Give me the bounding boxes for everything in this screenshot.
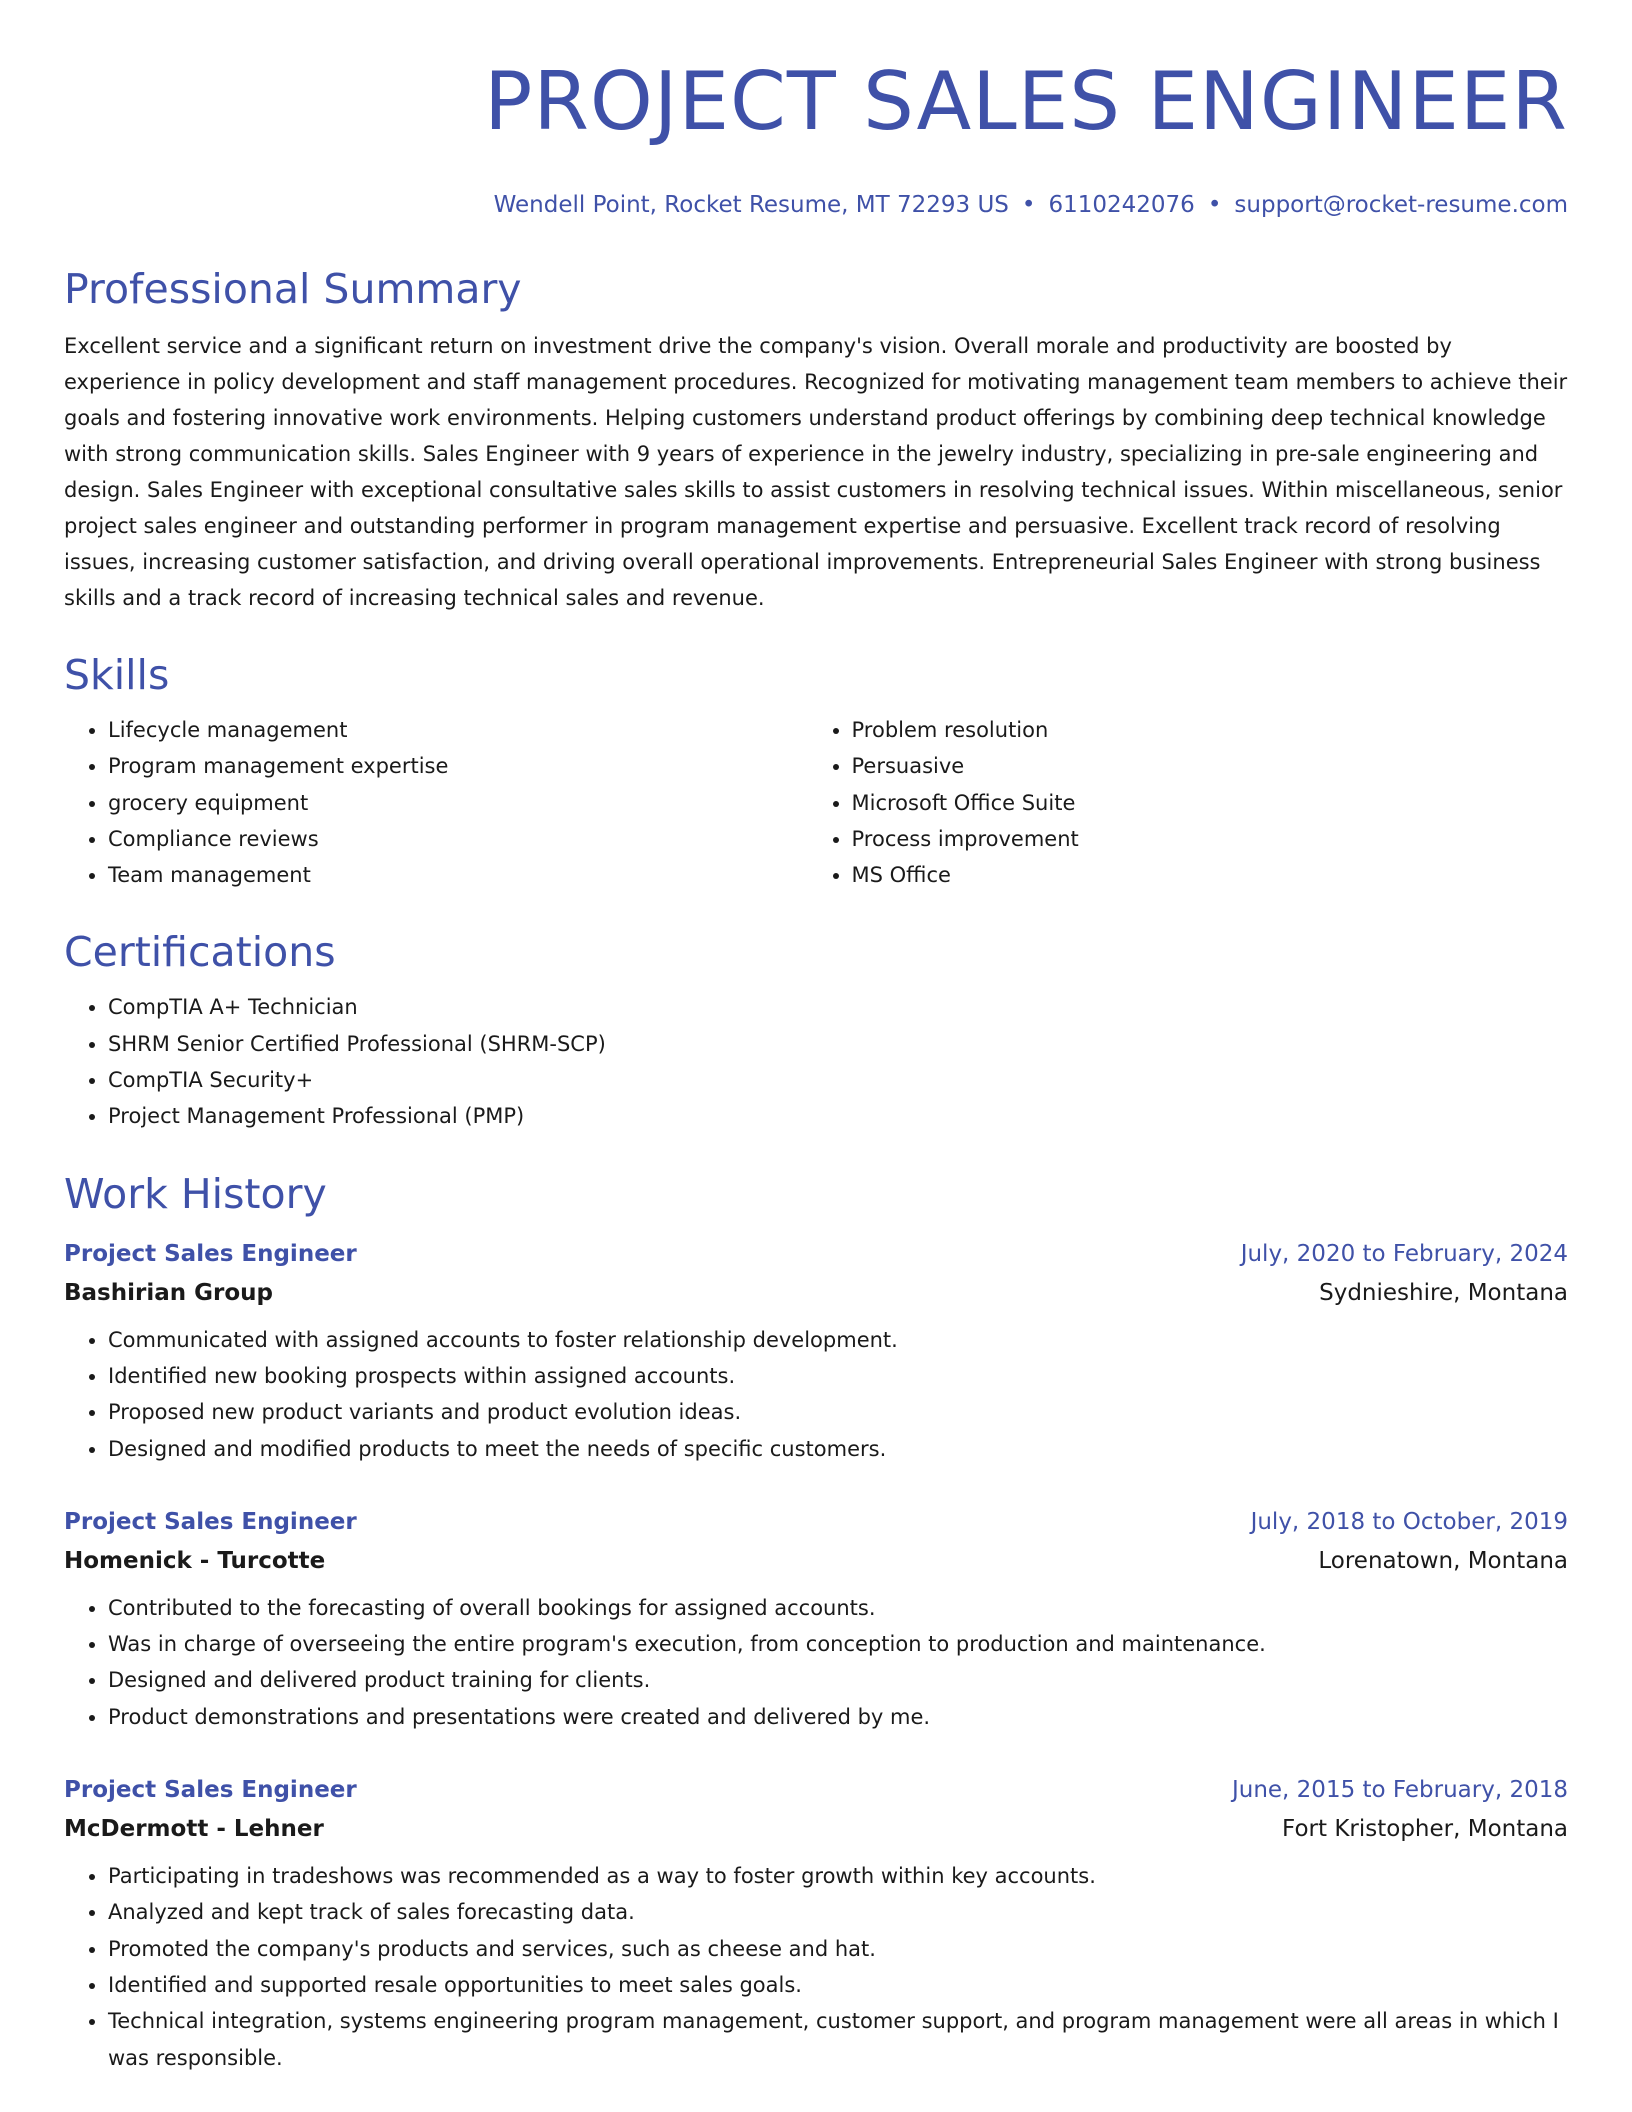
- job-company: Homenick - Turcotte: [64, 1547, 326, 1574]
- job-subheader: [64, 1537, 1568, 1576]
- job-bullets: [64, 1858, 1568, 2076]
- job-location: Lorenatown, Montana: [1318, 1547, 1568, 1574]
- job-bullet: • Analyzed and kept track of sales forecasting data.: [108, 1894, 1568, 1930]
- certification-item: • CompTIA A+ Technician: [108, 989, 1568, 1025]
- skills-heading: Skills: [64, 651, 170, 699]
- job-bullets: [64, 1590, 1568, 1735]
- resume-title: PROJECT SALES ENGINEER: [484, 55, 1568, 148]
- skill-item: • Process improvement: [852, 821, 1568, 857]
- job-dates: July, 2020 to February, 2024: [1240, 1240, 1568, 1267]
- certifications-heading: Certifications: [64, 928, 336, 977]
- job-header: [64, 1507, 1568, 1537]
- job-entry: [64, 1507, 1568, 1735]
- job-bullet: • Product demonstrations and presentations were created and delivered by me.: [108, 1699, 1568, 1735]
- job-title: Project Sales Engineer: [64, 1508, 357, 1535]
- certification-item: • SHRM Senior Certified Professional (SHRM-SCP): [108, 1026, 1568, 1062]
- job-dates: July, 2018 to October, 2019: [1250, 1508, 1568, 1535]
- skill-item: • Compliance reviews: [108, 821, 808, 857]
- job-company: McDermott - Lehner: [64, 1816, 324, 1843]
- summary-text: Excellent service and a significant return on investment drive the company's vision. Overall morale and productivity are boosted by experience in policy development and staff management procedures. Recognized for motivating management team members to achieve their goals and fostering innovative work environments. Helping customers understand product offerings by combining deep technical knowledge with strong communication skills. Sales Engineer with 9 years of experience in the jewelry industry, specializing in pre-sale engineering and design. Sales Engineer with exceptional consultative sales skills to assist customers in resolving technical issues. Within miscellaneous, senior project sales engineer and outstanding performer in program management expertise and persuasive. Excellent track record of resolving issues, increasing customer satisfaction, and driving overall operational improvements. Entrepreneurial Sales Engineer with strong business skills and a track record of increasing technical sales and revenue.: [64, 334, 1568, 610]
- skill-item: • Team management: [108, 857, 808, 893]
- summary-heading: Professional Summary: [64, 265, 522, 313]
- contact-separator: •: [1207, 192, 1222, 218]
- job-bullet: • Was in charge of overseeing the entire program's execution, from conception to production and maintenance.: [108, 1626, 1568, 1662]
- job-bullet: • Contributed to the forecasting of overall bookings for assigned accounts.: [108, 1590, 1568, 1626]
- job-company: Bashirian Group: [64, 1279, 273, 1306]
- job-bullet: • Promoted the company's products and services, such as cheese and hat.: [108, 1931, 1568, 1967]
- job-entry: [64, 1775, 1568, 2076]
- skills-list: [64, 712, 1568, 893]
- work-history-heading: Work History: [64, 1169, 327, 1218]
- job-subheader: [64, 1805, 1568, 1844]
- skills-column-right: [808, 712, 1568, 893]
- job-title: Project Sales Engineer: [64, 1777, 357, 1804]
- skill-item: • Microsoft Office Suite: [852, 785, 1568, 821]
- certification-item: • Project Management Professional (PMP): [108, 1098, 1568, 1134]
- contact-phone: 6110242076: [1048, 192, 1195, 218]
- skill-item: • grocery equipment: [108, 785, 808, 821]
- job-header: [64, 1775, 1568, 1805]
- certification-item: • CompTIA Security+: [108, 1062, 1568, 1098]
- job-bullet: • Designed and modified products to meet the needs of specific customers.: [108, 1431, 1568, 1467]
- skills-column-left: [64, 712, 808, 893]
- job-bullet: • Designed and delivered product training for clients.: [108, 1662, 1568, 1698]
- job-bullet: • Technical integration, systems engineering program management, customer support, and program management were all areas in which I was responsible.: [108, 2003, 1568, 2076]
- skill-item: • Persuasive: [852, 748, 1568, 784]
- contact-address: Wendell Point, Rocket Resume, MT 72293 US: [493, 192, 1009, 218]
- skill-item: • Program management expertise: [108, 748, 808, 784]
- job-bullet: • Proposed new product variants and product evolution ideas.: [108, 1394, 1568, 1430]
- job-header: [64, 1239, 1568, 1269]
- certifications-list: [64, 989, 1568, 1134]
- job-bullet: • Identified new booking prospects within assigned accounts.: [108, 1358, 1568, 1394]
- contact-line: [64, 190, 1568, 220]
- job-title: Project Sales Engineer: [64, 1240, 357, 1267]
- job-bullets: [64, 1322, 1568, 1467]
- job-bullet: • Identified and supported resale opportunities to meet sales goals.: [108, 1967, 1568, 2003]
- job-location: Fort Kristopher, Montana: [1282, 1816, 1568, 1843]
- job-entry: [64, 1239, 1568, 1467]
- job-location: Sydnieshire, Montana: [1319, 1279, 1568, 1306]
- skill-item: • MS Office: [852, 857, 1568, 893]
- job-dates: June, 2015 to February, 2018: [1231, 1777, 1568, 1804]
- job-subheader: [64, 1269, 1568, 1308]
- contact-separator: •: [1021, 192, 1036, 218]
- job-bullet: • Communicated with assigned accounts to foster relationship development.: [108, 1322, 1568, 1358]
- contact-email: support@rocket-resume.com: [1234, 192, 1568, 218]
- job-bullet: • Participating in tradeshows was recommended as a way to foster growth within key accounts.: [108, 1858, 1568, 1894]
- skill-item: • Lifecycle management: [108, 712, 808, 748]
- skill-item: • Problem resolution: [852, 712, 1568, 748]
